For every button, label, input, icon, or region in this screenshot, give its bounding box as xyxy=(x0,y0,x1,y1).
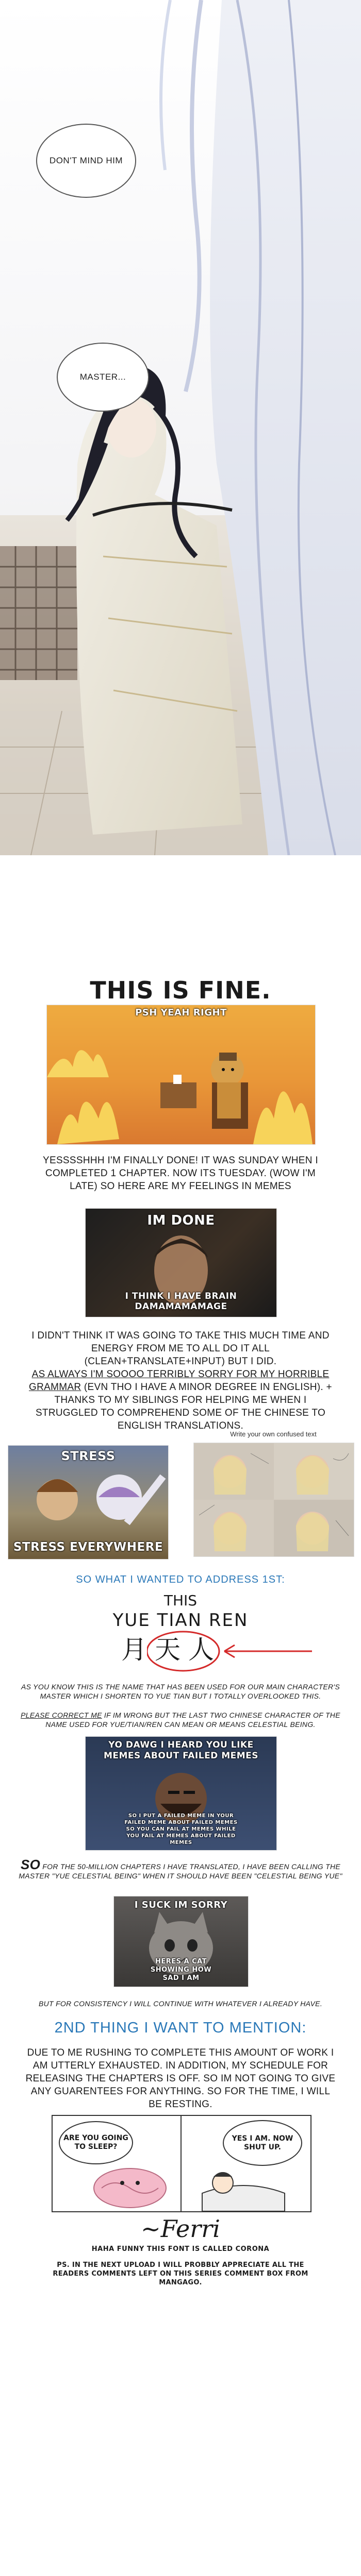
comic-panel xyxy=(0,0,361,855)
ps-note: PS. IN THE NEXT UPLOAD I WILL PROBBLY APPRECIATE ALL THE READERS COMMENTS LEFT ON THIS SERIES COMMENT BOX FROM MANGAGO. xyxy=(53,2261,308,2286)
effort-paragraph: I DIDN'T THINK IT WAS GOING TO TAKE THIS MUCH TIME AND ENERGY FROM ME TO ALL DO IT ALL (CLEAN+TRANSLATE+INPUT) BUT I DID. xyxy=(31,1330,330,1367)
apology-paragraph xyxy=(28,1368,333,1432)
stress-top-text: STRESS xyxy=(61,1449,116,1463)
speech-bubble-1 xyxy=(36,124,136,198)
im-done-meme xyxy=(85,1208,277,1317)
master-hair xyxy=(186,0,201,392)
comic-question-text: ARE YOU GOING TO SLEEP? xyxy=(63,2134,128,2151)
confused-lady-meme xyxy=(193,1443,354,1557)
sad-cat-top-text: I SUCK IM SORRY xyxy=(134,1900,228,1910)
speech-bubble-2-text: MASTER... xyxy=(79,372,126,382)
im-done-top-text: IM DONE xyxy=(147,1213,215,1228)
sleep-comic xyxy=(52,2115,311,2212)
im-done-bottom-text: I THINK I HAVE BRAIN DAMAMAMAMAGE xyxy=(125,1291,237,1312)
second-heading: 2ND THING I WANT TO MENTION: xyxy=(54,2020,307,2036)
char-tian: 天 xyxy=(155,1635,180,1665)
xzibit-bottom-text: SO I PUT A FAILED MEME IN YOUR FAILED MEME ABOUT FAILED MEMES SO YOU CAN FAIL AT MEMES WHILE YOU FAIL AT MEMES ABOUT FAILED MEMES xyxy=(124,1813,238,1845)
xzibit-top-text: YO DAWG I HEARD YOU LIKE MEMES ABOUT FAILED MEMES xyxy=(103,1740,259,1761)
speech-bubble-2 xyxy=(57,343,149,412)
name-note-3 xyxy=(15,1857,346,1880)
name-note-2-rest: IF IM WRONG BUT THE LAST TWO CHINESE CHARACTER OF THE NAME USED FOR YUE/TIAN/REN CAN MEAN OR MEANS CELESTIAL BEING. xyxy=(45,1711,340,1728)
sad-cat-bottom-text: HERES A CAT SHOWING HOW SAD I AM xyxy=(150,1958,212,1982)
name-note-3-lead: SO xyxy=(20,1857,41,1872)
apology-underlined: AS ALWAYS I'M SOOOO TERRIBLY SORRY FOR MY HORRIBLE GRAMMAR xyxy=(29,1369,330,1393)
confused-caption: Write your own confused text xyxy=(230,1430,317,1438)
stress-everywhere-meme xyxy=(8,1445,169,1560)
sad-cat-meme xyxy=(113,1896,249,1987)
speech-bubble-1-text: DON'T MIND HIM xyxy=(49,156,123,165)
char-ren: 人 xyxy=(188,1635,214,1665)
apology-rest: (EVN THO I HAVE A MINOR DEGREE IN ENGLISH). + THANKS TO MY SIBLINGS FOR HELPING ME WHEN I STRUGGLED TO COMPREHEND SOME OF THE CHINESE TO ENGLISH TRANSLATIONS. xyxy=(35,1382,332,1431)
name-note-2 xyxy=(18,1710,343,1729)
rest-paragraph: DUE TO ME RUSHING TO COMPLETE THIS AMOUNT OF WORK I AM UTTERLY EXHAUSTED. IN ADDITION, MY SCHEDULE FOR RELEASING THE CHAPTERS IS OFF. SO IM NOT GOING TO GIVE ANY GUARENTEES FOR ANYTHING. SO FOR THE TIME, I WILL BE RESTING. xyxy=(25,2047,336,2110)
consistency-note: BUT FOR CONSISTENCY I WILL CONTINUE WITH WHATEVER I ALREADY HAVE. xyxy=(38,1999,323,2008)
comic-question-bubble xyxy=(59,2121,133,2164)
comic-artwork xyxy=(0,0,361,855)
xzibit-meme xyxy=(85,1736,277,1851)
this-is-fine-caption: PSH YEAH RIGHT xyxy=(135,1007,227,1018)
name-note-2-underlined: PLEASE CORRECT ME xyxy=(21,1711,102,1719)
char-yue: 月 xyxy=(121,1635,147,1665)
intro-paragraph: YESSSSHHH I'M FINALLY DONE! IT WAS SUNDAY WHEN I COMPLETED 1 CHAPTER. NOW ITS TUESDAY. (WOW I'M LATE) SO HERE ARE MY FEELINGS IN MEMES xyxy=(43,1155,318,1192)
comic-answer-text: YES I AM. NOW SHUT UP. xyxy=(232,2134,293,2151)
name-note-1: AS YOU KNOW THIS IS THE NAME THAT HAS BEEN USED FOR OUR MAIN CHARACTER'S MASTER WHICH I SHORTEN TO YUE TIAN BUT I TOTALLY OVERLOOKED THIS. xyxy=(21,1683,340,1700)
red-circle-arrow-icon xyxy=(147,1628,317,1677)
name-note-3-text: FOR THE 50-MILLION CHAPTERS I HAVE TRANSLATED, I HAVE BEEN CALLING THE MASTER "YUE CELESTIAL BEING" WHEN IT SHOULD HAVE BEEN "CELESTIAL BEING YUE" xyxy=(19,1862,342,1880)
signature: ~Ferri xyxy=(141,2215,220,2243)
coffee-mug xyxy=(173,1075,182,1084)
this-is-fine-image xyxy=(46,1005,316,1145)
this-is-fine-title: THIS IS FINE. xyxy=(90,976,271,1004)
address-heading: SO WHAT I WANTED TO ADDRESS 1ST: xyxy=(76,1574,285,1585)
comic-answer-bubble xyxy=(223,2120,302,2166)
name-romanized: YUE TIAN REN xyxy=(112,1610,249,1631)
table xyxy=(160,1082,196,1108)
stress-bottom-text: STRESS EVERYWHERE xyxy=(13,1540,163,1554)
signature-note: HAHA FUNNY THIS FONT IS CALLED CORONA xyxy=(91,2245,270,2253)
this-label: THIS xyxy=(163,1592,198,1609)
